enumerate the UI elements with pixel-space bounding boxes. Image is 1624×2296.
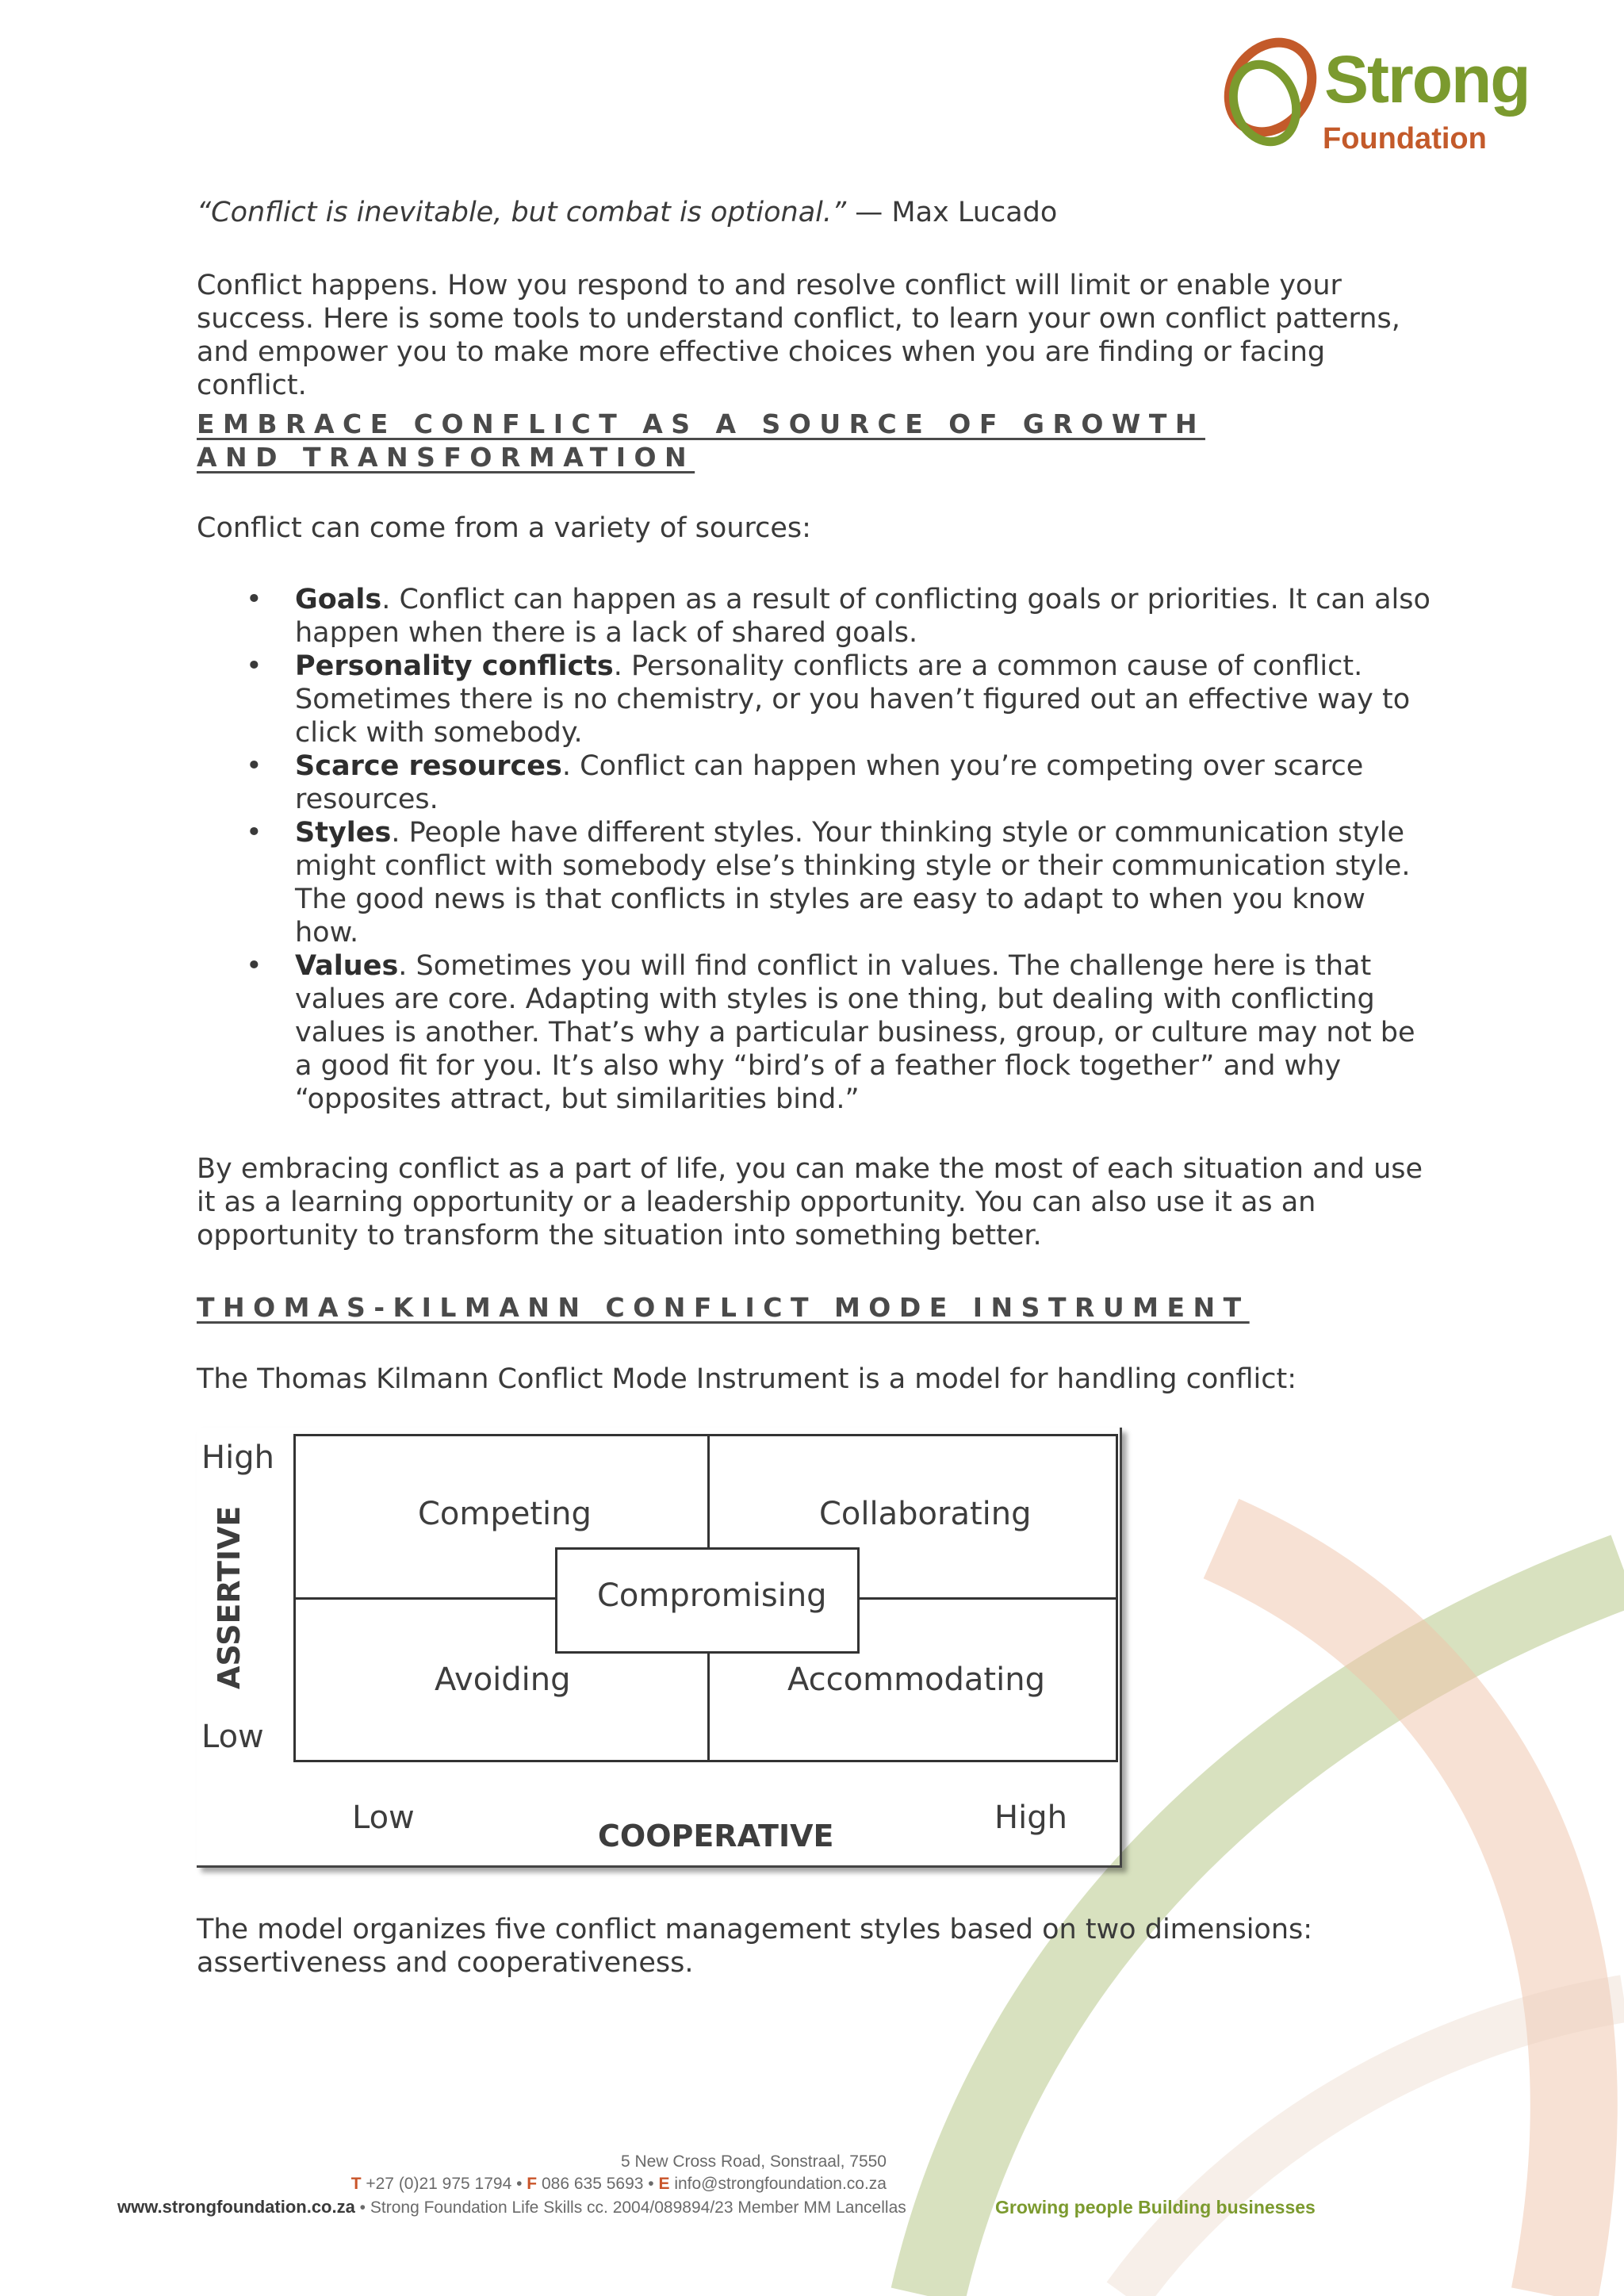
list-item-text: . Conflict can happen when you’re competing over scarce resources.	[295, 750, 1364, 815]
tk-conflict-diagram	[197, 1428, 1124, 1872]
list-item-text: . Personality conflicts are a common cause of conflict. Sometimes there is no chemistry, or you haven’t figured out an effective way to click with somebody.	[295, 650, 1411, 749]
x-axis-label: COOPERATIVE	[598, 1819, 834, 1853]
footer-address: 5 New Cross Road, Sonstraal, 7550	[620, 2152, 887, 2171]
footer-registration: www.strongfoundation.co.za • Strong Foundation Life Skills cc. 2004/089894/23 Member MM Lancellas	[117, 2197, 906, 2217]
x-high-label: High	[994, 1800, 1067, 1836]
list-item-term: Scarce resources	[295, 750, 562, 782]
bullet-icon: •	[246, 650, 262, 682]
list-item	[197, 650, 1434, 749]
list-item	[197, 749, 1434, 816]
quadrant-collaborating: Collaborating	[819, 1496, 1032, 1532]
section-heading-tkcmi: THOMAS-KILMANN CONFLICT MODE INSTRUMENT	[197, 1292, 1250, 1323]
footer-fax: 086 635 5693	[541, 2175, 644, 2193]
quote-text: “Conflict is inevitable, but combat is optional.”	[197, 197, 847, 228]
quadrant-avoiding: Avoiding	[435, 1662, 571, 1698]
quadrant-accommodating: Accommodating	[787, 1662, 1045, 1698]
quadrant-grid	[293, 1434, 1118, 1762]
quadrant-competing: Competing	[418, 1496, 592, 1532]
compromising-label: Compromising	[597, 1577, 827, 1614]
bullet-icon: •	[246, 584, 262, 615]
list-item-term: Values	[295, 950, 399, 982]
list-item-term: Personality conflicts	[295, 650, 614, 682]
quote-author: — Max Lucado	[846, 197, 1058, 228]
list-item	[197, 816, 1434, 949]
logo-subtitle: Foundation	[1323, 122, 1487, 155]
model-paragraph: The model organizes five conflict management styles based on two dimensions: assertiveness and cooperativeness.	[197, 1914, 1313, 1979]
list-item-term: Styles	[295, 817, 392, 849]
bullet-icon: •	[246, 950, 262, 982]
tk-intro-paragraph: The Thomas Kilmann Conflict Mode Instrument is a model for handling conflict:	[197, 1363, 1297, 1395]
closing-paragraph: By embracing conflict as a part of life, you can make the most of each situation and use it as a learning opportunity or a leadership opportunity. You can also use it as an opportunity to transform the situation into something better.	[197, 1153, 1423, 1251]
footer-website[interactable]: www.strongfoundation.co.za	[117, 2197, 355, 2217]
conflict-sources-list	[197, 583, 1434, 1116]
logo-wordmark: Strong	[1324, 42, 1530, 117]
footer-email[interactable]: info@strongfoundation.co.za	[674, 2175, 887, 2193]
sources-intro: Conflict can come from a variety of sources:	[197, 512, 811, 544]
list-item	[197, 583, 1434, 650]
compromising-box	[555, 1547, 860, 1654]
y-axis-label: ASSERTIVE	[212, 1505, 247, 1689]
footer-tagline: Growing people Building businesses	[995, 2197, 1316, 2217]
y-high-label: High	[201, 1439, 274, 1476]
footer-contact: T +27 (0)21 975 1794 • F 086 635 5693 • E info@strongfoundation.co.za	[350, 2175, 887, 2193]
list-item-text: . People have different styles. Your thinking style or communication style might conflict with somebody else’s thinking style or their communication style. The good news is that conflicts in styles are easy to adapt to when you know how.	[295, 817, 1411, 949]
page-footer	[0, 2141, 1624, 2237]
strong-foundation-logo	[1221, 30, 1554, 165]
section-heading-embrace: EMBRACE CONFLICT AS A SOURCE OF GROWTH AND TRANSFORMATION	[197, 408, 1205, 473]
footer-phone: +27 (0)21 975 1794	[366, 2175, 512, 2193]
opening-quote	[197, 196, 1434, 229]
list-item-text: . Sometimes you will find conflict in values. The challenge here is that values are core. Adapting with styles is one thing, but dealing with conflicting values is another. That’s why a particular business, group, or culture may not be a good fit for you. It’s also why “bird’s of a feather flock together” and why “opposites attract, but similarities bind.”	[295, 950, 1415, 1115]
list-item-term: Goals	[295, 584, 382, 615]
list-item	[197, 949, 1434, 1116]
bullet-icon: •	[246, 750, 262, 782]
logo-swirl-icon	[1221, 30, 1324, 165]
x-low-label: Low	[352, 1800, 415, 1836]
bullet-icon: •	[246, 817, 262, 849]
intro-paragraph: Conflict happens. How you respond to and resolve conflict will limit or enable your success. Here is some tools to understand conflict, to learn your own conflict patterns, and empower you to make more effective choices when you are finding or facing conflict.	[197, 270, 1400, 401]
y-low-label: Low	[201, 1719, 264, 1755]
list-item-text: . Conflict can happen as a result of conflicting goals or priorities. It can also happen when there is a lack of shared goals.	[295, 584, 1431, 649]
